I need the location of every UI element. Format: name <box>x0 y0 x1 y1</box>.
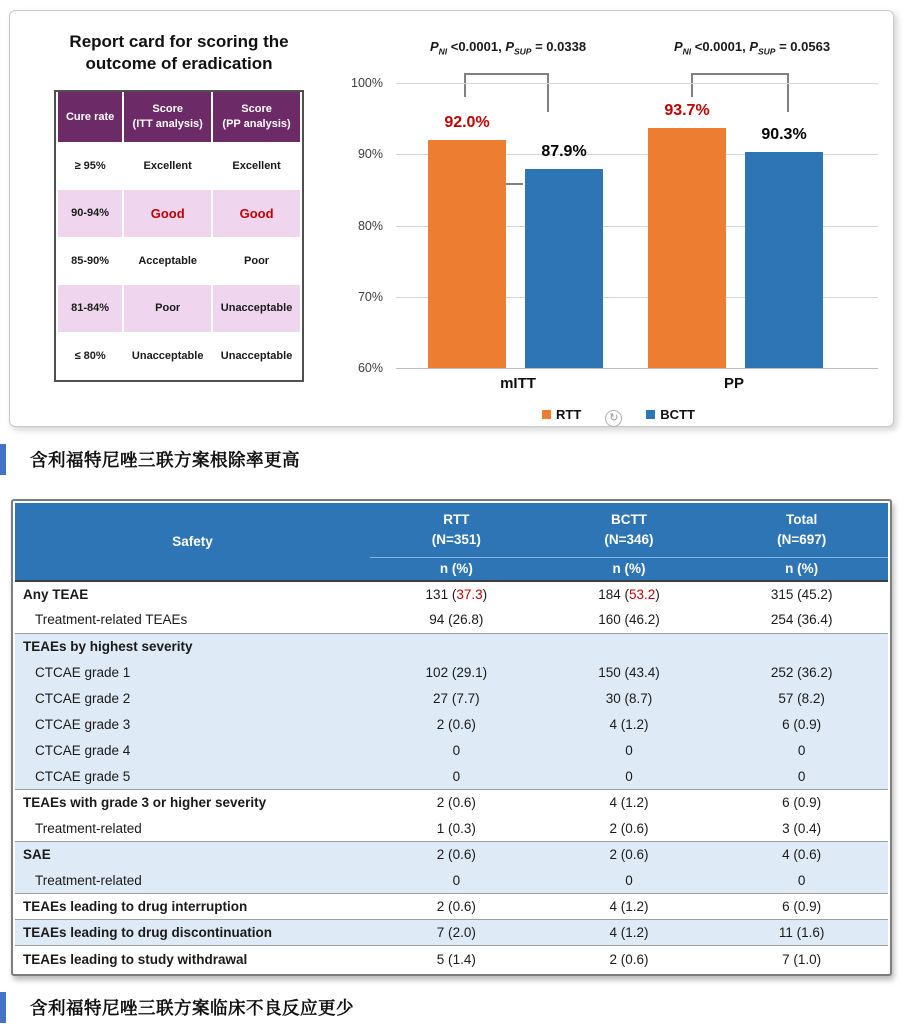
cure-rate-cell: ≤ 80% <box>58 332 122 380</box>
barwrap <box>428 114 506 368</box>
safety-row-12 <box>15 894 888 920</box>
report-card-tbody <box>58 142 300 380</box>
safety-cell: 2 (0.6) <box>370 711 543 737</box>
safety-cell: 150 (43.4) <box>543 659 716 685</box>
barwrap <box>745 126 823 368</box>
caption-accent-bar <box>0 444 6 475</box>
safety-row-2 <box>15 633 888 659</box>
safety-cell: 0 <box>715 737 888 763</box>
safety-row-label: TEAEs leading to drug discontinuation <box>15 920 370 946</box>
score-cell: Unacceptable <box>213 285 300 333</box>
x-label-mitt: mITT <box>500 375 536 392</box>
safety-cell: 0 <box>543 763 716 789</box>
safety-row-label: CTCAE grade 1 <box>15 659 370 685</box>
safety-row-6 <box>15 737 888 763</box>
safety-cell <box>543 633 716 659</box>
bctt-column-header: BCTT (N=346) <box>543 503 716 557</box>
caption-eradication-text: 含利福特尼唑三联方案根除率更高 <box>30 450 300 470</box>
report-card-row-2 <box>58 237 300 285</box>
safety-row-label: Treatment-related <box>15 816 370 842</box>
x-label-pp: PP <box>723 375 744 392</box>
safety-cell: 6 (0.9) <box>715 790 888 816</box>
safety-cell: 252 (36.2) <box>715 659 888 685</box>
safety-cell: 7 (1.0) <box>715 946 888 972</box>
bar-group-mITT <box>428 114 603 368</box>
bar-bctt-mITT <box>525 169 603 368</box>
safety-cell: 27 (7.7) <box>370 685 543 711</box>
safety-cell: 2 (0.6) <box>370 842 543 868</box>
eradication-bar-chart <box>346 11 891 428</box>
safety-row-label: TEAEs leading to drug interruption <box>15 894 370 920</box>
safety-cell: 0 <box>543 737 716 763</box>
safety-cell: 2 (0.6) <box>543 842 716 868</box>
safety-row-9 <box>15 816 888 842</box>
safety-cell: 1 (0.3) <box>370 816 543 842</box>
y-tick-label: 80% <box>357 218 383 233</box>
p-annotation-pp: $P_{NI} <0.0001$, $P_{SUP} = 0.0563$ <box>673 39 831 57</box>
safety-row-7 <box>15 763 888 789</box>
safety-cell: 131 (37.3) <box>370 581 543 607</box>
report-card-row-3 <box>58 285 300 333</box>
bar-value-label-bctt-PP: 90.3% <box>761 126 807 143</box>
safety-cell: 254 (36.4) <box>715 607 888 633</box>
safety-cell <box>715 633 888 659</box>
y-tick-label: 90% <box>357 147 383 162</box>
score-cell: Good <box>124 190 211 238</box>
report-card-row-4 <box>58 332 300 380</box>
score-cell: Poor <box>124 285 211 333</box>
y-tick-label: 70% <box>357 289 383 304</box>
report-card-row-0 <box>58 142 300 190</box>
safety-cell: 4 (0.6) <box>715 842 888 868</box>
safety-cell <box>370 633 543 659</box>
safety-cell: 2 (0.6) <box>370 894 543 920</box>
caption-accent-bar <box>0 992 6 1023</box>
safety-row-label: Any TEAE <box>15 581 370 607</box>
legend-item-bctt <box>646 407 695 422</box>
caption-eradication <box>0 444 300 475</box>
safety-cell: 11 (1.6) <box>715 920 888 946</box>
chart-legend <box>346 402 891 427</box>
safety-cell: 4 (1.2) <box>543 711 716 737</box>
legend-label-rtt: RTT <box>556 407 582 422</box>
cure-rate-cell: 85-90% <box>58 237 122 285</box>
report-card-row-1 <box>58 190 300 238</box>
score-cell: Acceptable <box>124 237 211 285</box>
y-tick-label: 60% <box>357 361 383 375</box>
safety-cell: 184 (53.2) <box>543 581 716 607</box>
safety-cell: 57 (8.2) <box>715 685 888 711</box>
safety-column-header: Safety <box>15 503 370 581</box>
safety-row-0 <box>15 581 888 607</box>
safety-row-1 <box>15 607 888 633</box>
safety-row-3 <box>15 659 888 685</box>
report-card <box>38 31 320 382</box>
safety-row-8 <box>15 790 888 816</box>
safety-cell: 5 (1.4) <box>370 946 543 972</box>
legend-label-bctt: BCTT <box>660 407 695 422</box>
safety-row-label: TEAEs with grade 3 or higher severity <box>15 790 370 816</box>
report-card-header-row <box>58 92 300 142</box>
safety-row-5 <box>15 711 888 737</box>
safety-cell: 4 (1.2) <box>543 920 716 946</box>
safety-row-label: CTCAE grade 5 <box>15 763 370 789</box>
report-card-col-pp: Score (PP analysis) <box>213 92 300 142</box>
score-cell: Excellent <box>213 142 300 190</box>
gridline <box>396 83 878 84</box>
bar-bctt-PP <box>745 152 823 368</box>
plot-area <box>396 83 878 368</box>
report-card-title <box>38 31 320 75</box>
caption-safety-text: 含利福特尼唑三联方案临床不良反应更少 <box>30 998 354 1018</box>
bar-group-PP <box>648 102 823 368</box>
safety-row-label: CTCAE grade 4 <box>15 737 370 763</box>
safety-cell: 0 <box>715 763 888 789</box>
subheader-n-pct: n (%) <box>370 557 543 581</box>
report-card-col-cure-rate: Cure rate <box>58 92 122 142</box>
p-annotation-mitt: $P_{NI} <0.0001$, $P_{SUP} = 0.0338$ <box>429 39 587 57</box>
safety-row-label: TEAEs leading to study withdrawal <box>15 946 370 972</box>
safety-cell: 0 <box>715 868 888 894</box>
safety-cell: 2 (0.6) <box>543 946 716 972</box>
safety-row-label: TEAEs by highest severity <box>15 633 370 659</box>
refresh-icon[interactable]: ↻ <box>605 410 622 427</box>
score-cell: Unacceptable <box>124 332 211 380</box>
safety-cell: 315 (45.2) <box>715 581 888 607</box>
safety-row-label: SAE <box>15 842 370 868</box>
subheader-n-pct: n (%) <box>543 557 716 581</box>
comparison-bracket-pp <box>691 73 789 75</box>
barwrap <box>648 102 726 368</box>
safety-cell: 0 <box>370 763 543 789</box>
safety-row-10 <box>15 842 888 868</box>
y-axis-labels <box>346 76 390 375</box>
total-column-header: Total (N=697) <box>715 503 888 557</box>
safety-cell: 0 <box>543 868 716 894</box>
safety-cell: 3 (0.4) <box>715 816 888 842</box>
safety-cell: 6 (0.9) <box>715 711 888 737</box>
safety-cell: 102 (29.1) <box>370 659 543 685</box>
bctt-swatch <box>646 410 655 419</box>
gridline <box>396 368 878 369</box>
cure-rate-cell: 90-94% <box>58 190 122 238</box>
safety-row-4 <box>15 685 888 711</box>
bar-value-label-rtt-PP: 93.7% <box>664 102 710 119</box>
score-cell: Unacceptable <box>213 332 300 380</box>
safety-cell: 0 <box>370 737 543 763</box>
safety-cell: 160 (46.2) <box>543 607 716 633</box>
safety-row-label: CTCAE grade 2 <box>15 685 370 711</box>
caption-safety <box>0 992 354 1023</box>
eradication-figure-panel <box>9 10 894 427</box>
safety-cell: 2 (0.6) <box>370 790 543 816</box>
safety-row-11 <box>15 868 888 894</box>
report-card-table <box>54 90 304 382</box>
bar-rtt-PP <box>648 128 726 368</box>
rtt-column-header: RTT (N=351) <box>370 503 543 557</box>
safety-tbody <box>15 581 888 972</box>
safety-cell: 6 (0.9) <box>715 894 888 920</box>
safety-cell: 0 <box>370 868 543 894</box>
safety-header-row <box>15 503 888 557</box>
safety-row-label: Treatment-related TEAEs <box>15 607 370 633</box>
safety-cell: 4 (1.2) <box>543 790 716 816</box>
safety-row-label: CTCAE grade 3 <box>15 711 370 737</box>
legend-item-rtt <box>542 407 581 422</box>
safety-row-13 <box>15 920 888 946</box>
bar-value-label-rtt-mITT: 92.0% <box>444 114 490 131</box>
report-card-title-line2: outcome of eradication <box>85 54 273 74</box>
safety-row-label: Treatment-related <box>15 868 370 894</box>
cure-rate-cell: 81-84% <box>58 285 122 333</box>
safety-cell: 4 (1.2) <box>543 894 716 920</box>
subheader-n-pct: n (%) <box>715 557 888 581</box>
score-cell: Excellent <box>124 142 211 190</box>
safety-cell: 7 (2.0) <box>370 920 543 946</box>
bar-value-label-bctt-mITT: 87.9% <box>541 143 587 160</box>
score-cell: Poor <box>213 237 300 285</box>
rtt-swatch <box>542 410 551 419</box>
comparison-bracket-mitt <box>464 73 549 75</box>
barwrap <box>525 143 603 368</box>
y-tick-label: 100% <box>351 76 383 90</box>
report-card-col-itt: Score (ITT analysis) <box>124 92 211 142</box>
safety-cell: 30 (8.7) <box>543 685 716 711</box>
safety-row-14 <box>15 946 888 972</box>
score-cell: Good <box>213 190 300 238</box>
bar-rtt-mITT <box>428 140 506 368</box>
cure-rate-cell: ≥ 95% <box>58 142 122 190</box>
safety-table-panel <box>11 499 892 976</box>
safety-cell: 2 (0.6) <box>543 816 716 842</box>
safety-cell: 94 (26.8) <box>370 607 543 633</box>
report-card-title-line1: Report card for scoring the <box>69 32 289 51</box>
